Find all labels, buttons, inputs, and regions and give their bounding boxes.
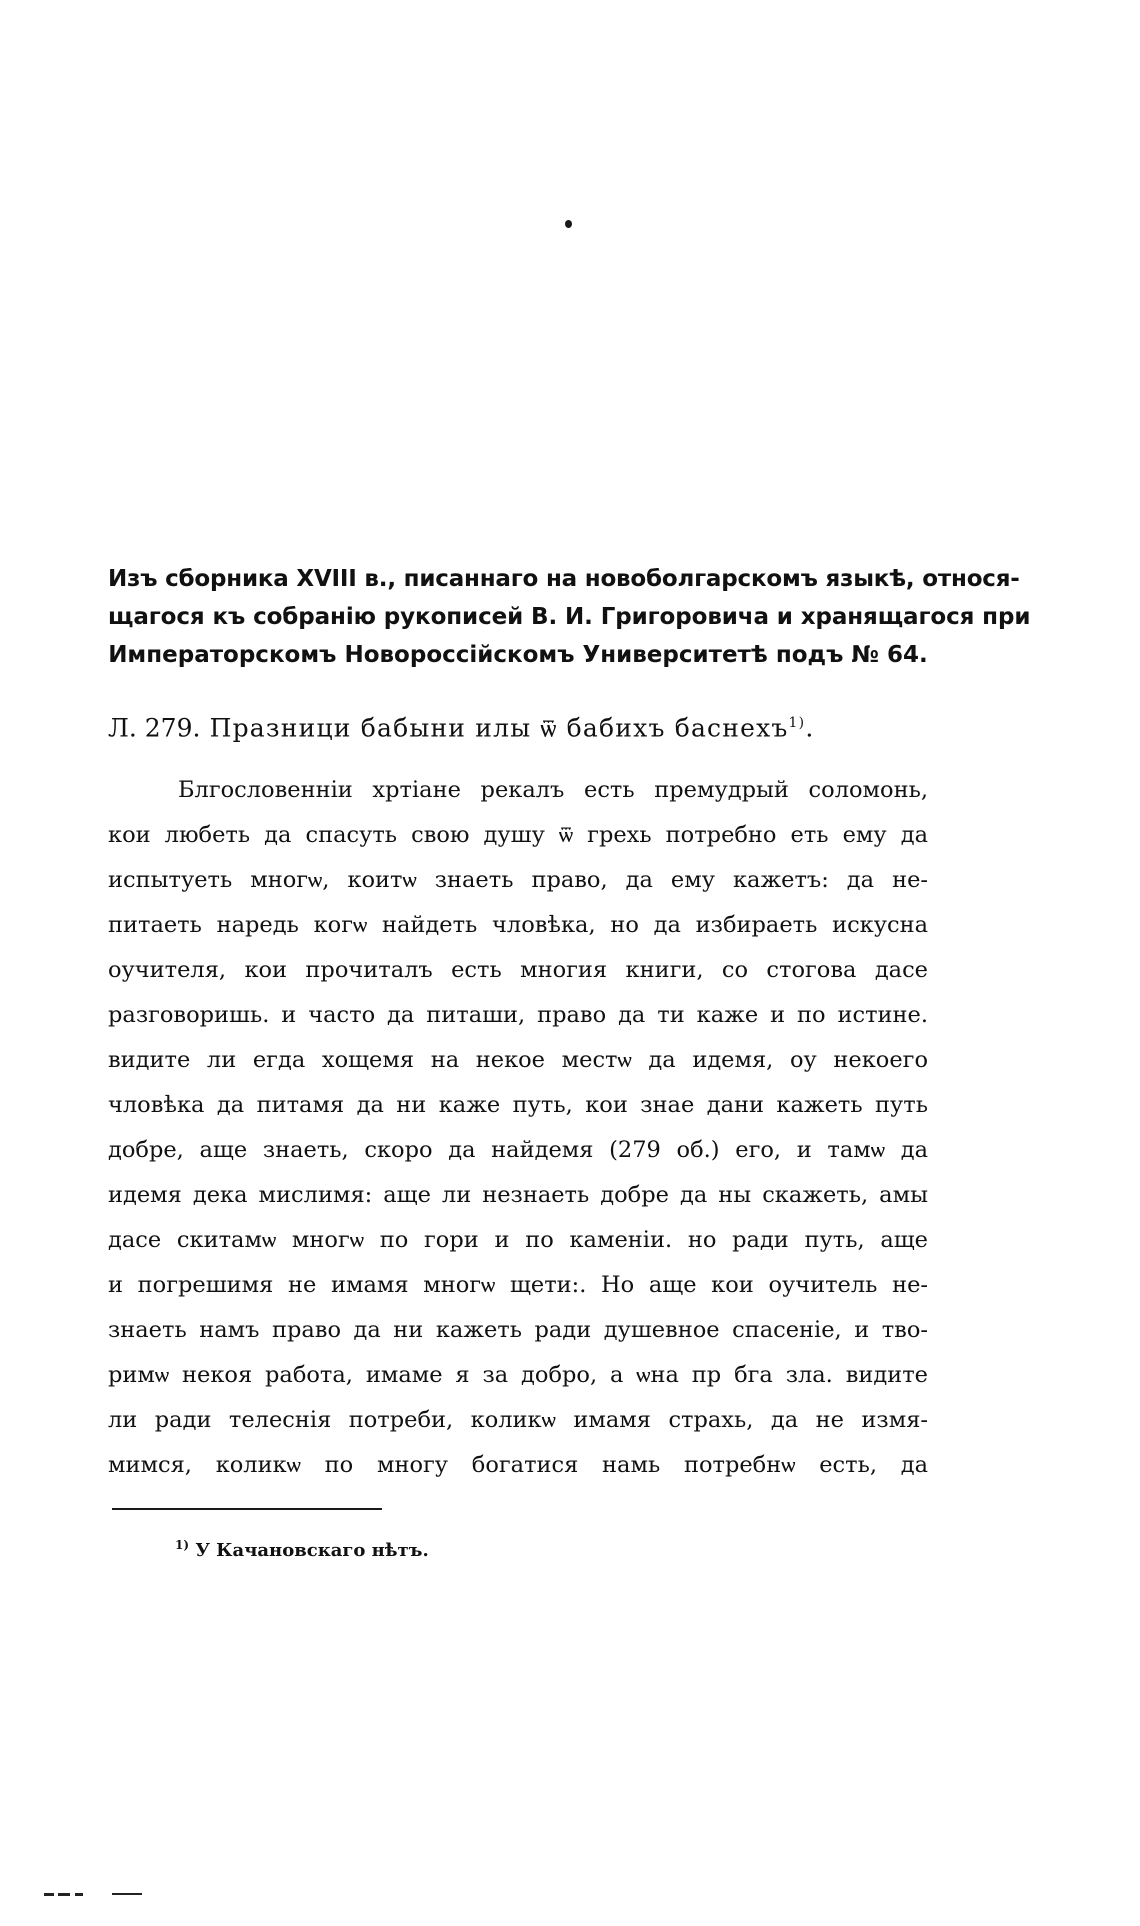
text-line: добре, аще знаеть, скоро да найдемя (279 об.) его, и тамѡ да xyxy=(108,1137,928,1163)
text-line: идемя дека мислимя: аще ли незнаеть добре да ны скажеть, амы xyxy=(108,1182,928,1208)
text-line: испытуеть многѡ, коитѡ знаеть право, да ему кажетъ: да не- xyxy=(108,867,928,893)
heading-line: щагося къ собранію рукописей В. И. Григоровича и хранящагося при xyxy=(108,604,1031,630)
scan-artifact xyxy=(44,1893,54,1896)
text-line: мимся, коликѡ по многу богатися намь потребнѡ есть, да xyxy=(108,1452,928,1478)
footnote xyxy=(175,1538,429,1561)
section-title: Л. 279. Празници бабыни илы ѿ бабихъ баснехъ$^{1)}$. xyxy=(108,713,815,743)
text-line: оучителя, кои прочиталъ есть многия книги, со стогова дасе xyxy=(108,957,928,983)
scan-artifact xyxy=(75,1893,83,1896)
footnote-reference: 1) xyxy=(788,715,806,731)
text-line: питаеть наредь когѡ найдеть чловѣка, но да избираеть искусна xyxy=(108,912,928,938)
section-title-text: Празници бабыни илы ѿ бабихъ баснехъ xyxy=(209,713,789,743)
ink-speck xyxy=(565,220,572,228)
folio-reference: Л. 279. xyxy=(108,713,201,743)
text-line: видите ли егда хощемя на некое местѡ да идемя, оу некоего xyxy=(108,1047,928,1073)
scan-artifact xyxy=(112,1893,142,1895)
page-heading xyxy=(108,560,1031,674)
scan-artifact xyxy=(58,1893,70,1896)
heading-line: Изъ сборника XVIII в., писаннаго на новоболгарскомъ языкѣ, относя- xyxy=(108,566,1020,592)
text-line: знаеть намъ право да ни кажеть ради душевное спасеніе, и тво- xyxy=(108,1317,928,1343)
text-line: Блгословенніи хртіане рекалъ есть премудрый соломонь, xyxy=(178,777,928,803)
text-line: разговоришь. и часто да питаши, право да ти каже и по истине. xyxy=(108,1002,928,1028)
text-line: кои любеть да спасуть свою душу ѿ грехь потребно еть ему да xyxy=(108,822,928,848)
body-text xyxy=(108,768,928,1488)
text-line: дасе скитамѡ многѡ по гори и по каменіи. но ради путь, аще xyxy=(108,1227,928,1253)
text-line: и погрешимя не имамя многѡ щети:. Но аще кои оучитель не- xyxy=(108,1272,928,1298)
text-line: римѡ некоя работа, имаме я за добро, а ѡна пр бга зла. видите xyxy=(108,1362,928,1388)
footnote-divider xyxy=(112,1508,382,1510)
heading-line: Императорскомъ Новороссійскомъ Университетѣ подъ № 64. xyxy=(108,642,928,668)
text-line: ли ради телеснія потреби, коликѡ имамя страхь, да не измя- xyxy=(108,1407,928,1433)
text-line: чловѣка да питамя да ни каже путь, кои знае дани кажеть путь xyxy=(108,1092,928,1118)
footnote-text: У Качановскаго нѣтъ. xyxy=(195,1540,429,1561)
footnote-mark: 1) xyxy=(175,1538,190,1552)
